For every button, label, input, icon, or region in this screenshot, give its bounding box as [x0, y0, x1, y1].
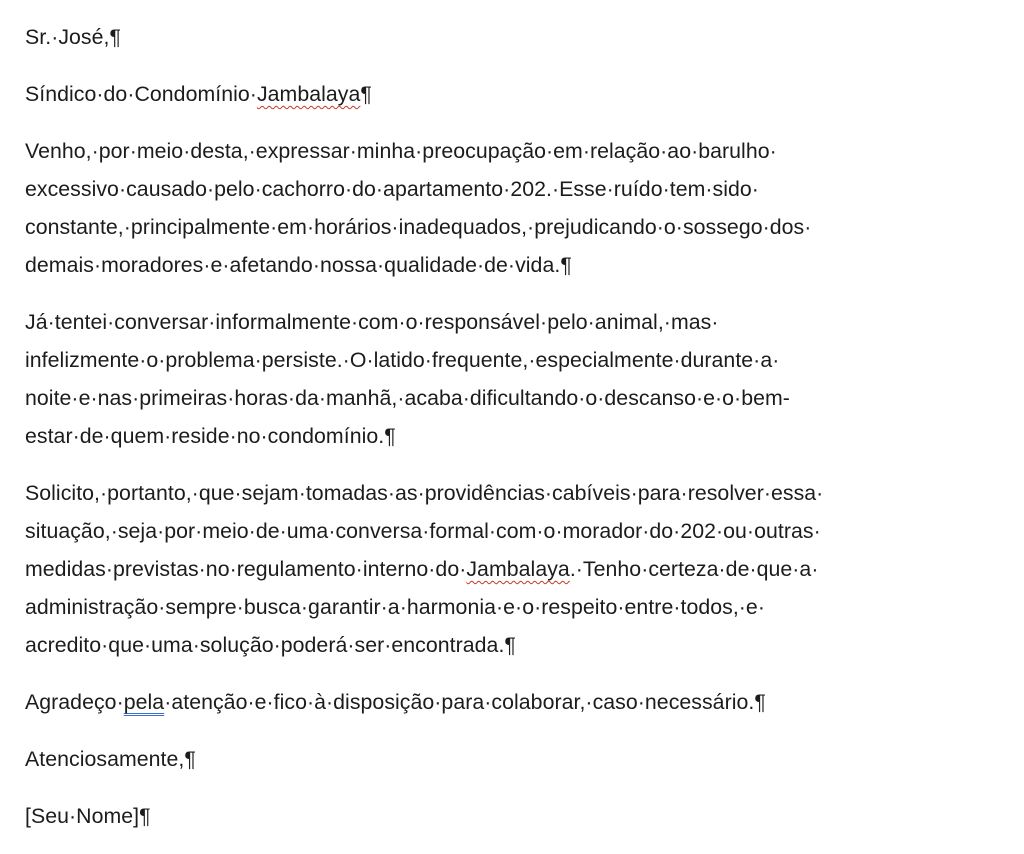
closing[interactable]: Atenciosamente,¶ [25, 747, 196, 771]
salutation-title-text: Síndico·do·Condomínio· [25, 82, 257, 106]
document-body[interactable] [25, 18, 1010, 854]
salutation-title[interactable] [25, 75, 1010, 113]
grammar-flag[interactable]: pela [123, 690, 165, 714]
salutation-name[interactable]: Sr.·José,¶ [25, 25, 121, 49]
signature-placeholder[interactable]: [Seu·Nome]¶ [25, 804, 151, 828]
paragraph-3[interactable] [25, 474, 1010, 664]
paragraph-4-text-before: Agradeço· [25, 690, 124, 714]
paragraph-2[interactable]: Já·tentei·conversar·informalmente·com·o·responsável·pelo·animal,·mas· infelizmente·o·problema·persiste.·O·latido·frequente,·especialmente·durante·a· noite·e·nas·primeiras·horas·da·manhã,·acaba·dificultando·o·descanso·e·o·bem-estar·de·quem·reside·no·condomínio.¶ [25, 310, 790, 448]
paragraph-4[interactable] [25, 683, 1010, 721]
paragraph-3-text-after: .·Tenho·certeza·de·que·a· administração·sempre·busca·garantir·a·harmonia·e·o·respeito·entre·todos,·e· acredito·que·uma·solução·poderá·ser·encontrada.¶ [25, 557, 819, 657]
paragraph-4-text-after: ·atenção·e·fico·à·disposição·para·colaborar,·caso·necessário.¶ [164, 690, 766, 714]
paragraph-3-text-before: Solicito,·portanto,·que·sejam·tomadas·as·providências·cabíveis·para·resolver·essa· situação,·seja·por·meio·de·uma·conversa·formal·com·o·morador·do·202·ou·outras· medidas·previstas·no·regulamento·interno·do· [25, 481, 824, 581]
spelling-flag[interactable]: Jambalaya [256, 82, 361, 106]
paragraph-mark: ¶ [360, 82, 372, 106]
paragraph-1[interactable]: Venho,·por·meio·desta,·expressar·minha·preocupação·em·relação·ao·barulho· excessivo·causado·pelo·cachorro·do·apartamento·202.·Esse·ruído·tem·sido· constante,·principalmente·em·horários·inadequados,·prejudicando·o·sossego·dos· demais·moradores·e·afetando·nossa·qualidade·de·vida.¶ [25, 139, 812, 277]
spelling-flag[interactable]: Jambalaya [466, 557, 570, 581]
